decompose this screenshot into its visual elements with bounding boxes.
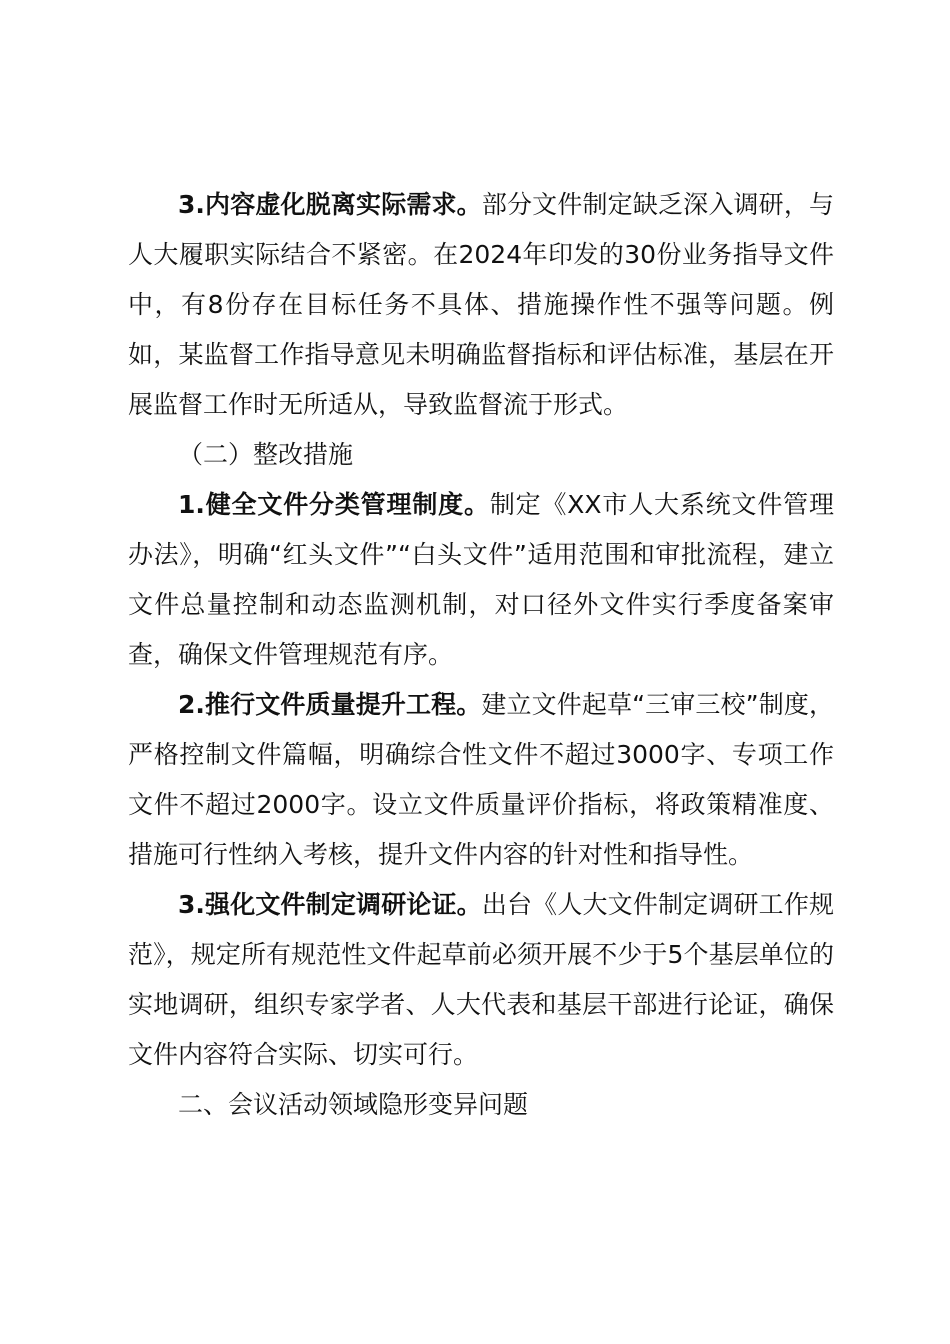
paragraph-text: 建立文件起草“三审三校”制度，严格控制文件篇幅，明确综合性文件不超过3000字、专项工作文件不超过2000字。设立文件质量评价指标，将政策精准度、措施可行性纳入考核，提升文件内容的针对性和指导性。 <box>128 690 834 869</box>
paragraph-lead: 2.推行文件质量提升工程。 <box>178 690 482 719</box>
paragraph-lead: 3.内容虚化脱离实际需求。 <box>178 190 482 219</box>
paragraph-research-verification <box>128 880 834 1080</box>
paragraph-text: 制定《XX市人大系统文件管理办法》，明确“红头文件”“白头文件”适用范围和审批流程，建立文件总量控制和动态监测机制，对口径外文件实行季度备案审查，确保文件管理规范有序。 <box>128 490 834 669</box>
paragraph-text: 出台《人大文件制定调研工作规范》，规定所有规范性文件起草前必须开展不少于5个基层单位的实地调研，组织专家学者、人大代表和基层干部进行论证，确保文件内容符合实际、切实可行。 <box>128 890 834 1069</box>
paragraph-classification-system <box>128 480 834 680</box>
paragraph-content-detached <box>128 180 834 430</box>
paragraph-quality-improvement <box>128 680 834 880</box>
subheading-rectification-measures: （二）整改措施 <box>178 440 354 469</box>
paragraph-lead: 3.强化文件制定调研论证。 <box>178 890 482 919</box>
paragraph-text: 部分文件制定缺乏深入调研，与人大履职实际结合不紧密。在2024年印发的30份业务指导文件中，有8份存在目标任务不具体、措施操作性不强等问题。例如，某监督工作指导意见未明确监督指标和评估标准，基层在开展监督工作时无所适从，导致监督流于形式。 <box>128 190 834 419</box>
section-heading-meetings: 二、会议活动领域隐形变异问题 <box>178 1090 529 1119</box>
document-body <box>128 180 834 1130</box>
paragraph-lead: 1.健全文件分类管理制度。 <box>178 490 490 519</box>
